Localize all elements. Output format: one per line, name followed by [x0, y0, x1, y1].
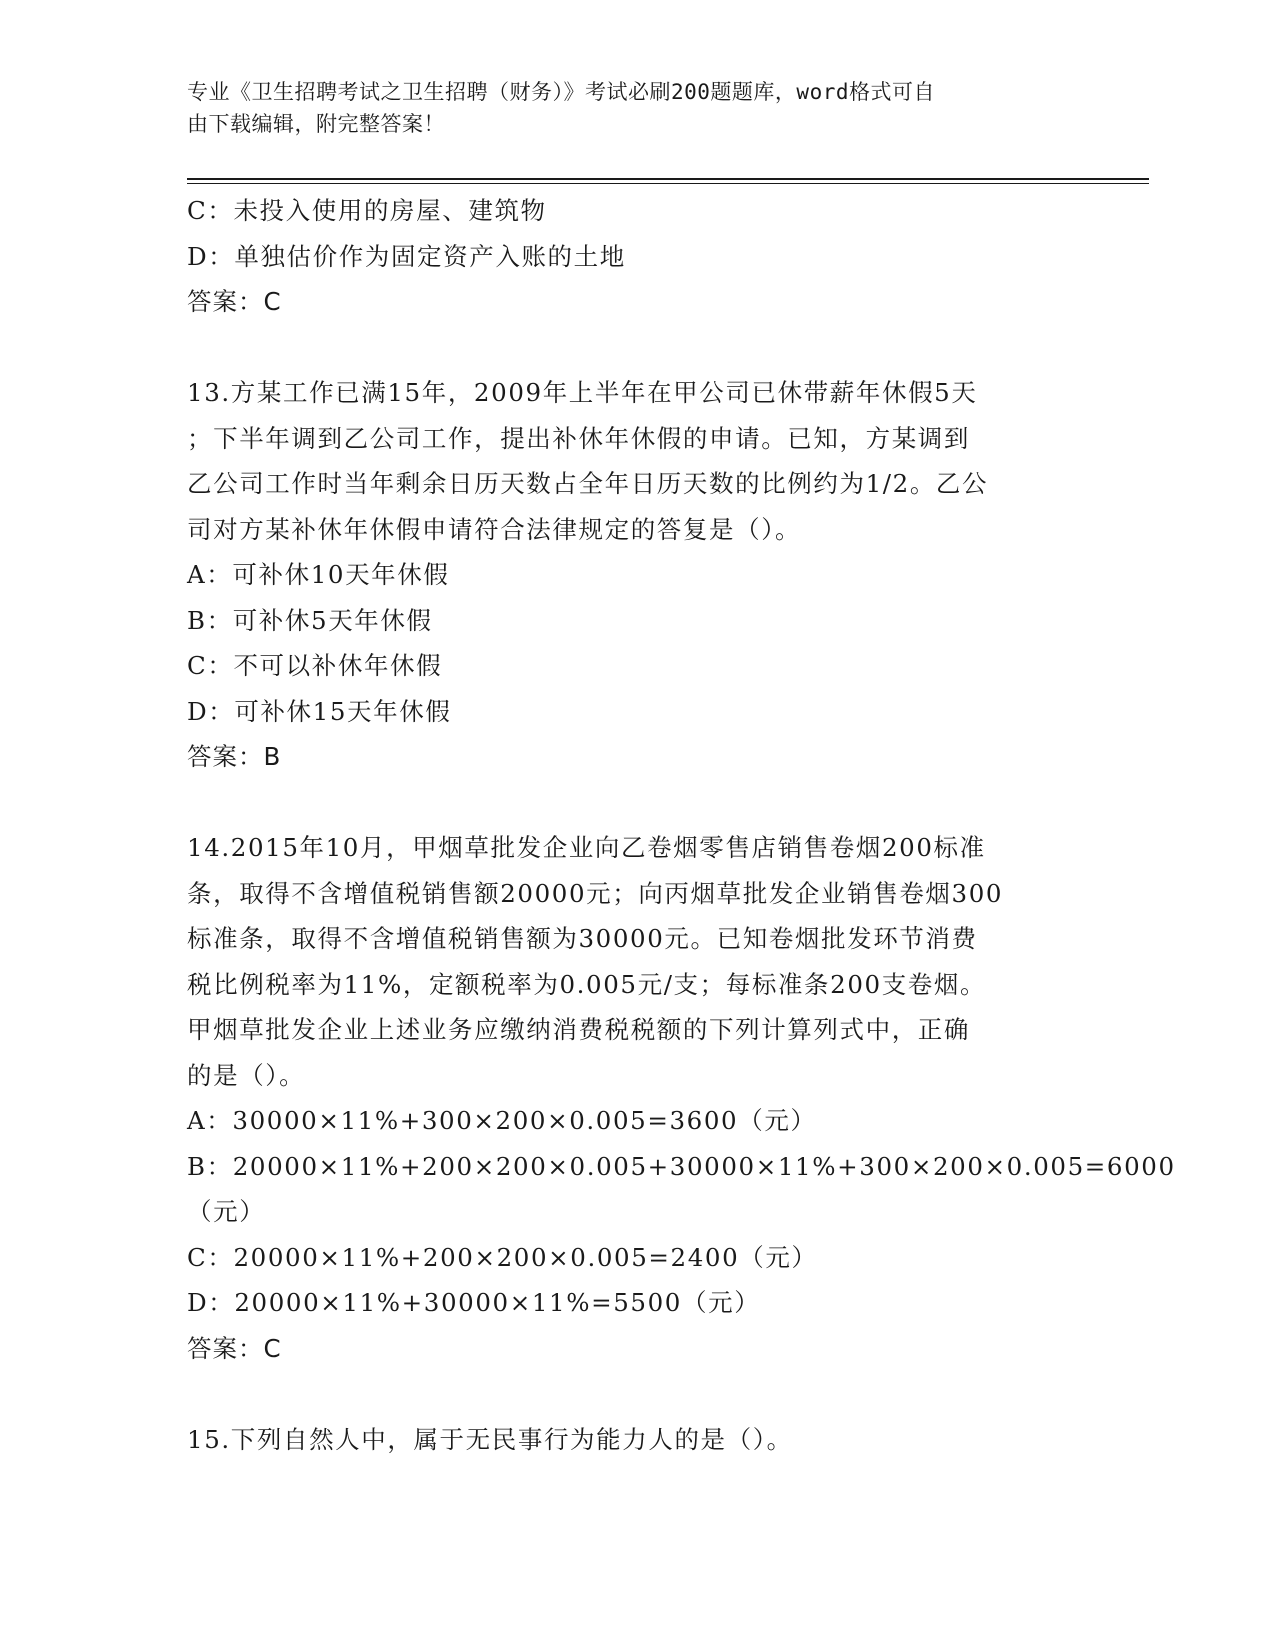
q13-stem-line: 司对方某补休年休假申请符合法律规定的答复是（）。 — [187, 514, 802, 544]
q13-option-a: A：可补休10天年休假 — [187, 560, 450, 589]
q12-answer: 答案：C — [187, 287, 282, 316]
q13-stem-line: 乙公司工作时当年剩余日历天数占全年日历天数的比例约为1/2。乙公 — [187, 469, 989, 498]
q13-answer: 答案：B — [187, 742, 282, 771]
q13-option-d: D：可补休15天年休假 — [187, 696, 452, 726]
q14-stem-line: 甲烟草批发企业上述业务应缴纳消费税税额的下列计算列式中，正确 — [187, 1015, 970, 1044]
header-title-line-1: 专业《卫生招聘考试之卫生招聘（财务）》考试必刷200题题库，word格式可自 — [187, 80, 935, 104]
q15-stem: 15.下列自然人中，属于无民事行为能力人的是（）。 — [187, 1424, 793, 1454]
spacer — [187, 325, 1087, 371]
q14-stem-line: 14.2015年10月，甲烟草批发企业向乙卷烟零售店销售卷烟200标准 — [187, 833, 986, 862]
q14-option-b-line-1: B：20000×11%+200×200×0.005+30000×11%+300×200×0.005=6000 — [187, 1151, 1176, 1181]
q14-stem-line: 的是（）。 — [187, 1060, 306, 1090]
q14-answer: 答案：C — [187, 1333, 282, 1363]
q14-stem-line: 条，取得不含增值税销售额20000元；向丙烟草批发企业销售卷烟300 — [187, 878, 1004, 908]
q12-option-c: C：未投入使用的房屋、建筑物 — [187, 196, 547, 225]
q13-option-b: B：可补休5天年休假 — [187, 605, 433, 635]
q14-stem-line: 标准条，取得不含增值税销售额为30000元。已知卷烟批发环节消费 — [187, 924, 978, 953]
q13-stem-line: ；下半年调到乙公司工作，提出补休年休假的申请。已知，方某调到 — [187, 423, 970, 453]
document-header — [187, 76, 1067, 140]
q14-option-b-line-2: （元） — [187, 1197, 266, 1226]
q13-stem-line: 13.方某工作已满15年，2009年上半年在甲公司已休带薪年休假5天 — [187, 378, 978, 407]
q13-option-c: C：不可以补休年休假 — [187, 651, 443, 680]
header-title-line-2: 由下载编辑，附完整答案！ — [187, 112, 445, 136]
header-divider-thin — [187, 183, 1149, 184]
q14-option-d: D：20000×11%+30000×11%=5500（元） — [187, 1288, 761, 1317]
q14-stem-line: 税比例税率为11%，定额税率为0.005元/支；每标准条200支卷烟。 — [187, 969, 987, 999]
spacer — [187, 1371, 1087, 1417]
header-divider-thick — [187, 178, 1149, 180]
spacer — [187, 780, 1087, 826]
q14-option-c: C：20000×11%+200×200×0.005=2400（元） — [187, 1242, 818, 1272]
q14-option-a: A：30000×11%+300×200×0.005=3600（元） — [187, 1106, 817, 1135]
q12-option-d: D：单独估价作为固定资产入账的土地 — [187, 241, 626, 271]
document-body — [187, 188, 1176, 1462]
